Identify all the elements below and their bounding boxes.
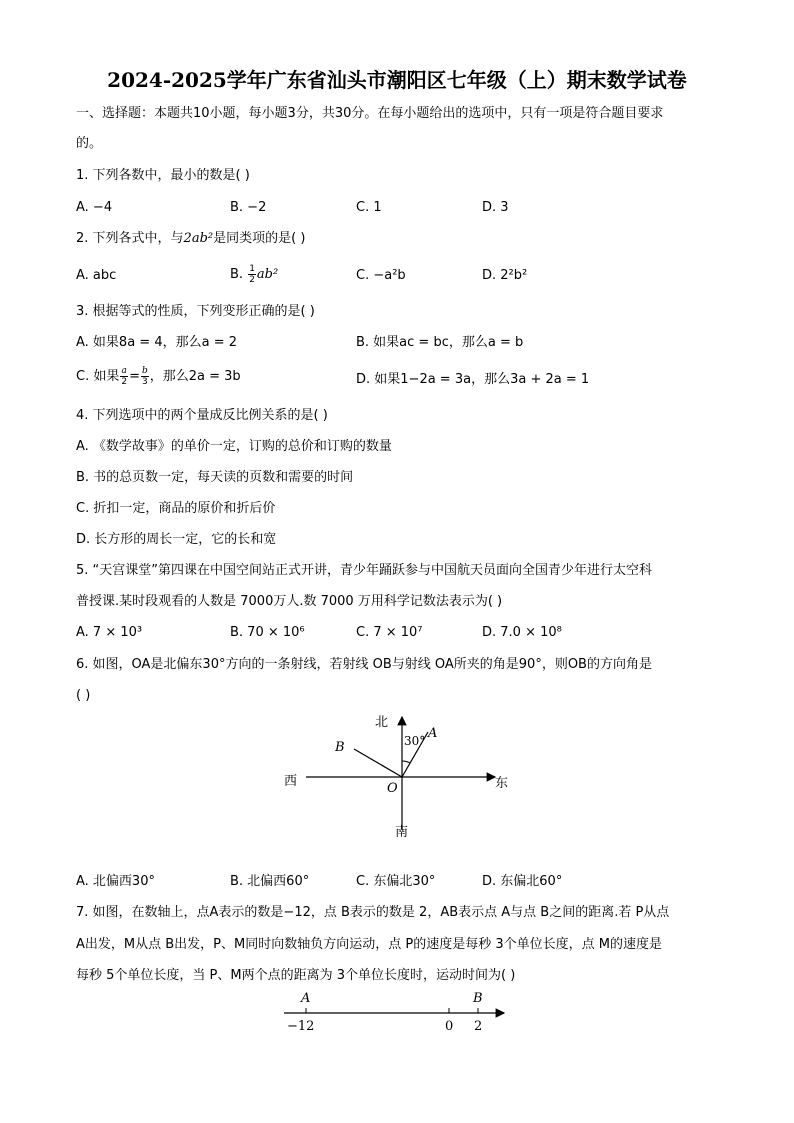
label-point-a: A (428, 726, 438, 741)
question-7-line-2: A出发，M从点 B出发，P、M同时向数轴负方向运动，点 P的速度是每秒 3个单位长度，点 M的速度是 (76, 937, 662, 952)
label-angle: 30° (404, 734, 426, 748)
q2-option-c: C. −a²b (356, 268, 406, 283)
q4-option-b: B. 书的总页数一定，每天读的页数和需要的时间 (76, 470, 354, 485)
fraction-denominator: 2 (249, 275, 255, 285)
question-6-line-1: 6. 如图，OA是北偏东30°方向的一条射线，若射线 OB与射线 OA所夹的角是90°，则OB的方向角是 (76, 657, 652, 672)
q6-option-a: A. 北偏西30° (76, 874, 155, 889)
label-point-b: B (335, 740, 345, 755)
q5-option-a: A. 7 × 10³ (76, 625, 143, 640)
q3-fraction-1 (120, 366, 128, 387)
q2-stem-pre: 2. 下列各式中，与 (76, 231, 184, 246)
section-heading: 一、选择题：本题共10小题，每小题3分，共30分。在每小题给出的选项中，只有一项是符合题目要求 (76, 106, 664, 121)
q3-fraction-2 (141, 366, 149, 387)
q3-option-c (76, 366, 241, 387)
equals-sign: = (129, 369, 140, 384)
q1-option-d: D. 3 (482, 200, 509, 215)
q6-option-c: C. 东偏北30° (356, 874, 436, 889)
point-b-label: B (473, 991, 483, 1006)
label-east: 东 (495, 776, 509, 791)
label-north: 北 (375, 715, 389, 730)
q2-stem-math: 2ab² (183, 231, 214, 246)
q2-stem-post: 是同类项的是( ) (213, 231, 306, 246)
q4-option-a: A. 《数学故事》的单价一定，订购的总价和订购的数量 (76, 439, 392, 454)
label-west: 西 (284, 774, 298, 789)
question-1-stem: 1. 下列各数中，最小的数是( ) (76, 168, 250, 183)
q3-option-c-post: ，那么2a = 3b (149, 369, 241, 384)
q2-option-d: D. 2²b² (482, 268, 528, 283)
fraction-denominator: 2 (121, 377, 128, 387)
q2-option-b-fraction (248, 264, 256, 285)
question-7-line-3: 每秒 5个单位长度，当 P、M两个点的距离为 3个单位长度时，运动时间为( ) (76, 968, 516, 983)
q3-option-b: B. 如果ac = bc，那么a = b (356, 335, 524, 350)
question-3-stem: 3. 根据等式的性质，下列变形正确的是( ) (76, 304, 315, 319)
fraction-numerator: a (121, 366, 127, 376)
tick-label-b: 2 (474, 1019, 483, 1034)
q1-option-a: A. −4 (76, 200, 113, 215)
question-7-line-1: 7. 如图，在数轴上，点A表示的数是−12，点 B表示的数是 2，AB表示点 A与点 B之间的距离.若 P从点 (76, 905, 670, 920)
q5-option-c: C. 7 × 10⁷ (356, 625, 423, 640)
q5-option-b: B. 70 × 10⁶ (230, 625, 305, 640)
point-a-label: A (301, 991, 311, 1006)
q4-option-d: D. 长方形的周长一定，它的长和宽 (76, 532, 277, 547)
fraction-numerator: b (141, 366, 148, 376)
tick-label-zero: 0 (445, 1019, 454, 1034)
question-4-stem: 4. 下列选项中的两个量成反比例关系的是( ) (76, 408, 328, 423)
number-line-diagram (280, 985, 520, 1035)
q1-option-b: B. −2 (230, 200, 267, 215)
question-6-line-2: ( ) (76, 688, 91, 703)
q1-option-c: C. 1 (356, 200, 382, 215)
angle-arc (402, 761, 410, 763)
page-title: 2024-2025学年广东省汕头市潮阳区七年级（上）期末数学试卷 (107, 68, 687, 92)
label-origin: O (387, 781, 398, 796)
q5-option-d: D. 7.0 × 10⁸ (482, 625, 562, 640)
section-heading-cont: 的。 (76, 136, 103, 151)
tick-label-a: −12 (287, 1019, 315, 1034)
fraction-denominator: 3 (142, 377, 148, 387)
q2-option-b-label: B. (230, 267, 248, 282)
question-5-line-2: 普授课.某时段观看的人数是 7000万人.数 7000 万用科学记数法表示为( ) (76, 594, 503, 609)
fraction-numerator: 1 (249, 264, 255, 274)
q3-option-a: A. 如果8a = 4，那么a = 2 (76, 335, 237, 350)
compass-diagram (270, 705, 520, 845)
q2-option-a: A. abc (76, 268, 117, 283)
q3-option-d: D. 如果1−2a = 3a，那么3a + 2a = 1 (356, 372, 590, 387)
ray-ob (354, 749, 402, 777)
label-south: 南 (395, 825, 409, 840)
question-2-stem (76, 229, 305, 249)
question-5-line-1: 5. “天宫课堂”第四课在中国空间站正式开讲，青少年踊跃参与中国航天员面向全国青少年进行太空科 (76, 563, 653, 578)
q3-option-c-pre: C. 如果 (76, 369, 120, 384)
q4-option-c: C. 折扣一定，商品的原价和折后价 (76, 501, 276, 516)
q2-option-b-tail: ab² (256, 267, 279, 282)
q6-option-d: D. 东偏北60° (482, 874, 563, 889)
q6-option-b: B. 北偏西60° (230, 874, 310, 889)
q2-option-b (230, 264, 278, 285)
